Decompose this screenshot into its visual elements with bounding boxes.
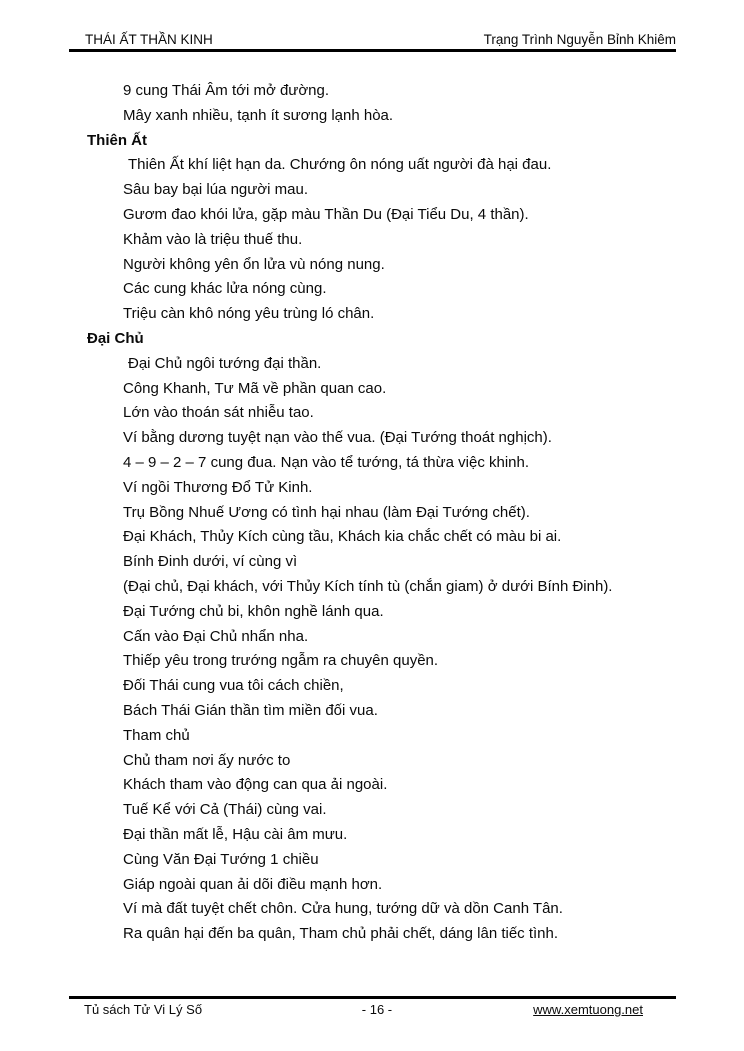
footer-series-title: Tủ sách Tử Vi Lý Số	[84, 1002, 203, 1017]
verse-line: Các cung khác lửa nóng cùng.	[123, 280, 327, 298]
footer-page-number: - 16 -	[361, 1002, 393, 1017]
verse-line: Đại thần mất lễ, Hậu cài âm mưu.	[123, 825, 348, 843]
verse-line: Thiên Ất khí liệt hạn da. Chướng ôn nóng uất người đà hại đau.	[128, 156, 552, 174]
verse-line: Trụ Bồng Nhuế Ương có tình hại nhau (làm Đại Tướng chết).	[123, 503, 530, 521]
verse-line: Ví mà đất tuyệt chết chôn. Cửa hung, tướng dữ và dồn Canh Tân.	[123, 900, 563, 918]
verse-line: Sâu bay bại lúa người mau.	[123, 181, 308, 199]
verse-line: Khảm vào là triệu thuế thu.	[123, 230, 303, 248]
verse-line: Đại Chủ ngôi tướng đại thần.	[128, 354, 322, 372]
verse-line: Bách Thái Gián thần tìm miền đối vua.	[123, 701, 378, 719]
verse-line: Đối Thái cung vua tôi cách chiền,	[123, 677, 344, 695]
verse-line: Ví ngồi Thương Đổ Tử Kinh.	[123, 478, 313, 496]
section-heading: Đại Chủ	[87, 329, 144, 347]
header-author: Trạng Trình Nguyễn Bỉnh Khiêm	[483, 32, 676, 47]
verse-line: (Đại chủ, Đại khách, với Thủy Kích tính tù (chắn giam) ở dưới Bính Đinh).	[123, 577, 613, 595]
verse-line: Đại Tướng chủ bi, khôn nghề lánh qua.	[123, 602, 384, 620]
verse-line: Bính Đinh dưới, ví cùng vì	[123, 553, 298, 571]
header-book-title: THÁI ẤT THẦN KINH	[85, 32, 213, 47]
verse-line: Chủ tham nơi ấy nước to	[123, 751, 291, 769]
verse-line: Thiếp yêu trong trướng ngẫm ra chuyên quyền.	[123, 652, 439, 670]
verse-line: Mây xanh nhiều, tạnh ít sương lạnh hòa.	[123, 106, 394, 124]
verse-line: Cấn vào Đại Chủ nhẩn nha.	[123, 627, 309, 645]
verse-line: Giáp ngoài quan ải dõi điều mạnh hơn.	[123, 875, 383, 893]
verse-line: Ví bằng dương tuyệt nạn vào thế vua. (Đại Tướng thoát nghịch).	[123, 429, 552, 447]
header-rule	[69, 49, 676, 52]
verse-line: Cùng Văn Đại Tướng 1 chiều	[123, 850, 319, 868]
verse-line: Tham chủ	[123, 726, 190, 744]
footer-rule	[69, 996, 676, 999]
verse-line: Đại Khách, Thủy Kích cùng tầu, Khách kia chắc chết có màu bi ai.	[123, 528, 562, 546]
footer-website-link[interactable]: www.xemtuong.net	[533, 1002, 643, 1017]
body-lines	[68, 79, 684, 947]
verse-line: Lớn vào thoán sát nhiễu tao.	[123, 404, 314, 422]
verse-line: Người không yên ổn lửa vù nóng nung.	[123, 255, 385, 273]
verse-line: Tuế Kể với Cả (Thái) cùng vai.	[123, 801, 327, 819]
verse-line: 4 – 9 – 2 – 7 cung đua. Nạn vào tể tướng, tá thừa việc khinh.	[123, 453, 530, 471]
page-header	[85, 32, 676, 48]
verse-line: Triệu càn khô nóng yêu trùng ló chân.	[123, 305, 375, 323]
verse-line: Khách tham vào động can qua ải ngoài.	[123, 776, 388, 794]
verse-line: Gươm đao khói lửa, gặp màu Thần Du (Đại Tiểu Du, 4 thần).	[123, 205, 529, 223]
section-heading: Thiên Ất	[87, 131, 147, 149]
verse-line: Công Khanh, Tư Mã về phần quan cao.	[123, 379, 387, 397]
verse-line: Ra quân hại đến ba quân, Tham chủ phải chết, dáng lân tiếc tình.	[123, 925, 559, 943]
verse-line: 9 cung Thái Âm tới mở đường.	[123, 82, 330, 99]
